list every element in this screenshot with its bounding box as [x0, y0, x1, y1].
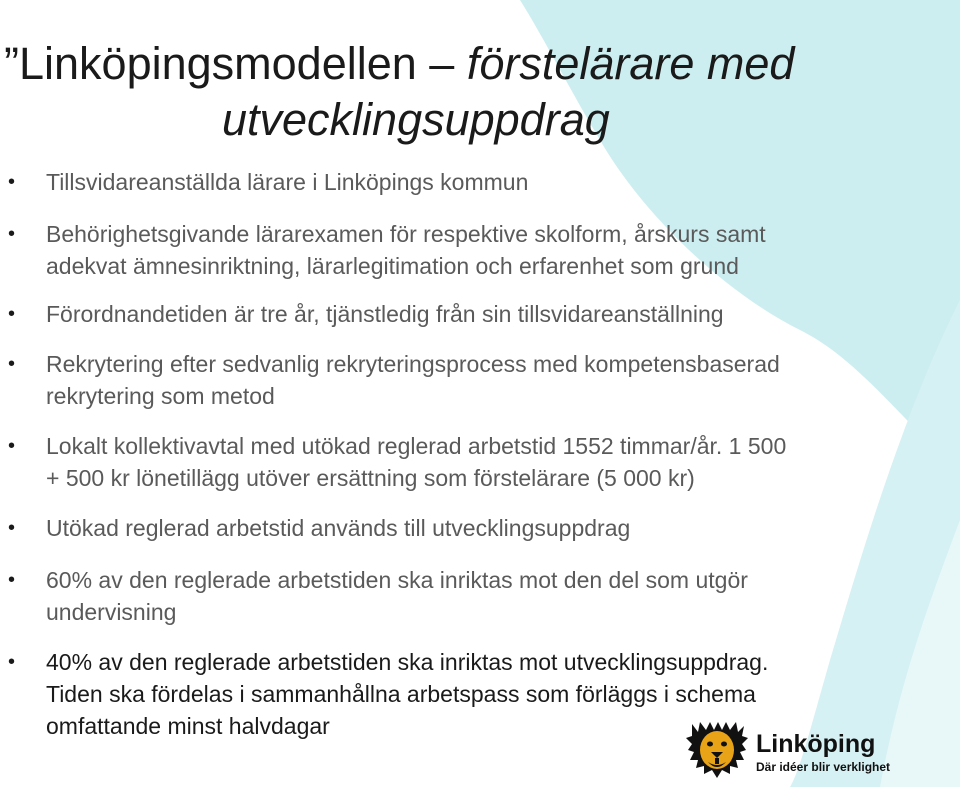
- bullet-1-line-1: Tillsvidareanställda lärare i Linköpings kommun: [46, 169, 529, 195]
- bullet-item-3: [0, 298, 960, 330]
- lion-emblem-icon: [686, 722, 748, 782]
- bullet-dot-icon: •: [8, 517, 16, 539]
- bullet-3-line-1: Förordnandetiden är tre år, tjänstledig från sin tillsvidareanställning: [46, 301, 724, 327]
- linkoping-logo: [686, 722, 956, 782]
- bullet-dot-icon: •: [8, 303, 16, 325]
- title-main: Linköpingsmodellen: [19, 38, 417, 89]
- bullet-dot-icon: •: [8, 651, 16, 673]
- title-dash: –: [416, 38, 467, 89]
- title-italic-line1: förstelärare med: [466, 38, 795, 89]
- bullet-8-line-1: 40% av den reglerade arbetstiden ska inriktas mot utvecklingsuppdrag.: [46, 649, 769, 675]
- bullet-dot-icon: •: [8, 223, 16, 245]
- bullet-5-line-2: + 500 kr lönetillägg utöver ersättning som förstelärare (5 000 kr): [46, 465, 695, 491]
- bullet-item-4: [0, 348, 960, 412]
- bullet-4-line-2: rekrytering som metod: [46, 383, 275, 409]
- bullet-7-line-2: undervisning: [46, 599, 177, 625]
- bullet-7-line-1: 60% av den reglerade arbetstiden ska inriktas mot den del som utgör: [46, 567, 748, 593]
- logo-name: Linköping: [756, 730, 876, 758]
- bullet-item-7: [0, 564, 960, 628]
- title-quote: ”: [4, 38, 19, 89]
- bullet-item-1: [0, 166, 960, 198]
- bullet-2-line-2: adekvat ämnesinriktning, lärarlegitimation och erfarenhet som grund: [46, 253, 739, 279]
- bullet-2-line-1: Behörighetsgivande lärarexamen för respektive skolform, årskurs samt: [46, 221, 766, 247]
- bullet-8-line-3: omfattande minst halvdagar: [46, 713, 330, 739]
- title-italic-line2: utvecklingsuppdrag: [222, 94, 610, 145]
- bullet-8-line-2: Tiden ska fördelas i sammanhållna arbetspass som förläggs i schema: [46, 681, 756, 707]
- bullet-dot-icon: •: [8, 353, 16, 375]
- bullet-4-line-1: Rekrytering efter sedvanlig rekryteringsprocess med kompetensbaserad: [46, 351, 780, 377]
- logo-tagline: Där idéer blir verklighet: [756, 760, 891, 774]
- bullet-item-6: [0, 512, 960, 544]
- bullet-dot-icon: •: [8, 171, 16, 193]
- bullet-item-2: [0, 218, 960, 282]
- bullet-dot-icon: •: [8, 435, 16, 457]
- slide-title: [0, 36, 960, 148]
- bullet-item-5: [0, 430, 960, 494]
- bullet-6-line-1: Utökad reglerad arbetstid används till utvecklingsuppdrag: [46, 515, 631, 541]
- bullet-5-line-1: Lokalt kollektivavtal med utökad reglerad arbetstid 1552 timmar/år. 1 500: [46, 433, 787, 459]
- bullet-dot-icon: •: [8, 569, 16, 591]
